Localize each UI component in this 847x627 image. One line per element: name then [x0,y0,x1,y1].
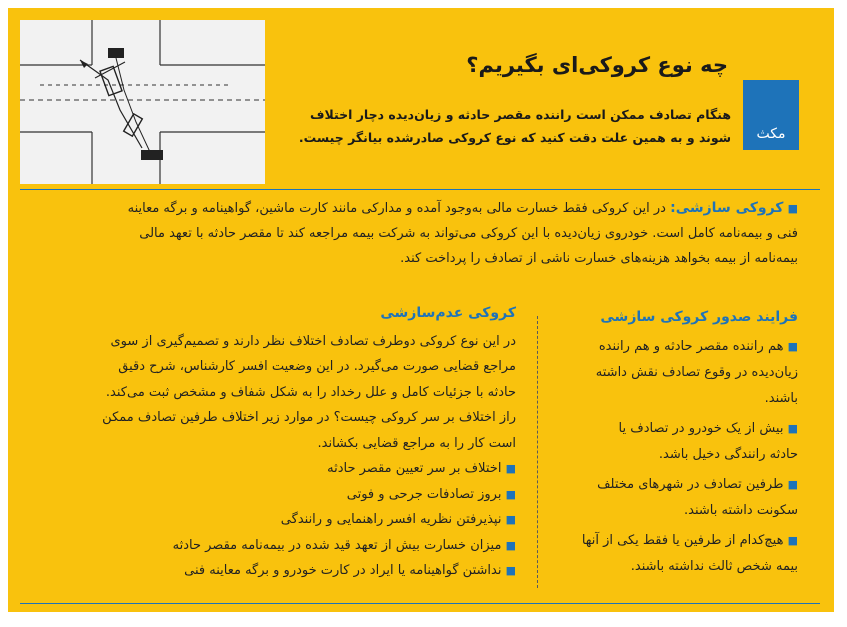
list-item [46,482,516,508]
section-tag: مکث [743,80,799,150]
divider-top [20,189,820,190]
bullet-icon: ■ [505,564,516,577]
list-item-text: بروز تصادفات جرحی و فوتی [346,486,502,502]
list-item-text: باشند. [764,391,798,406]
bullet-icon: ■ [505,513,516,526]
list-item [46,558,516,584]
conciliatory-sketch-section [46,196,798,271]
bullet-icon: ■ [787,534,798,547]
column-para-line: راز اختلاف بر سر کروکی چیست؟ در موارد زیر اختلاف طرفین تصادف ممکن [102,410,516,425]
article-title: چه نوع کروکی‌ای بگیریم؟ [466,53,728,77]
column-heading: فرایند صدور کروکی سازشی [600,309,798,325]
bullet-icon: ■ [505,538,516,552]
column-para-line: حادثه با جزئیات کامل و علل رخداد را به شکل شفاف و مشخص ثبت می‌کند. [105,384,516,400]
list-item [46,507,516,533]
list-item-text: بیمه شخص ثالث نداشته باشند. [630,559,798,574]
intro-paragraph [276,103,731,149]
list-item [548,334,798,412]
issuance-process-column [548,304,798,584]
article-panel [8,8,834,612]
bullet-icon: ■ [787,340,798,353]
list-item-text: طرفین تصادف در شهرهای مختلف [597,477,784,492]
list-item-text: بیش از یک خودرو در تصادف یا [618,421,784,436]
section-text-line: فنی و بیمه‌نامه کامل است. خودروی زیان‌دیده با این کروکی می‌تواند به شرکت بیمه مراجعه کند تا مقصر حادثه با تعهد مالی [139,226,798,241]
column-para-line: است کار را به مراجع قضایی بکشاند. [317,435,516,451]
list-item-text: هم راننده مقصر حادثه و هم راننده [598,339,784,354]
list-item-text: اختلاف بر سر تعیین مقصر حادثه [327,461,502,476]
list-item-text: حادثه رانندگی دخیل باشد. [658,447,798,462]
bullet-icon: ■ [787,202,798,215]
list-item-text: نداشتن گواهینامه یا ایراد در کارت خودرو و برگه معاینه فنی [184,563,502,578]
section-text-line: در این کروکی فقط خسارت مالی به‌وجود آمده و مدارکی مانند کارت ماشین، گواهینامه و برگه معاینه [127,201,671,216]
accident-sketch-diagram [20,20,265,184]
column-para-line: مراجع قضایی صورت می‌گیرد. در این وضعیت افسر کارشناس، شرح دقیق [118,359,516,374]
list-item [548,472,798,524]
bullet-icon: ■ [505,487,516,501]
non-conciliatory-column [46,301,516,584]
list-item [46,533,516,559]
bullet-icon: ■ [787,478,798,491]
intro-line: شوند و به همین علت دقت کنید که نوع کروکی صادرشده بیانگر چیست. [298,130,731,145]
section-text-line: بیمه‌نامه از بیمه بخواهد هزینه‌های خسارت ناشی از تصادف را پرداخت کند. [400,251,798,266]
list-item-text: هیچ‌کدام از طرفین یا فقط یکی از آنها [581,533,784,548]
column-divider [537,316,538,588]
bullet-icon: ■ [505,462,516,475]
column-heading: کروکی عدم‌سازشی [380,305,516,321]
list-item [46,456,516,482]
section-heading: کروکی سازشی: [670,200,784,216]
divider-bottom [20,603,820,604]
column-para-line: در این نوع کروکی دوطرف تصادف اختلاف نظر دارند و تصمیم‌گیری از سوی [110,333,516,349]
intro-line: هنگام تصادف ممکن است راننده مقصر حادثه و زیان‌دیده دچار اختلاف [309,107,731,122]
list-item-text: میزان خسارت بیش از تعهد قید شده در بیمه‌نامه مقصر حادثه [172,537,502,553]
dispute-reasons-list [46,456,516,584]
list-item [548,416,798,468]
list-item [548,528,798,580]
list-item-text: نپذیرفتن نظریه افسر راهنمایی و رانندگی [280,512,502,527]
bullet-icon: ■ [787,422,798,435]
list-item-text: زیان‌دیده در وقوع تصادف نقش داشته [595,365,798,380]
list-item-text: سکونت داشته باشند. [684,503,798,518]
